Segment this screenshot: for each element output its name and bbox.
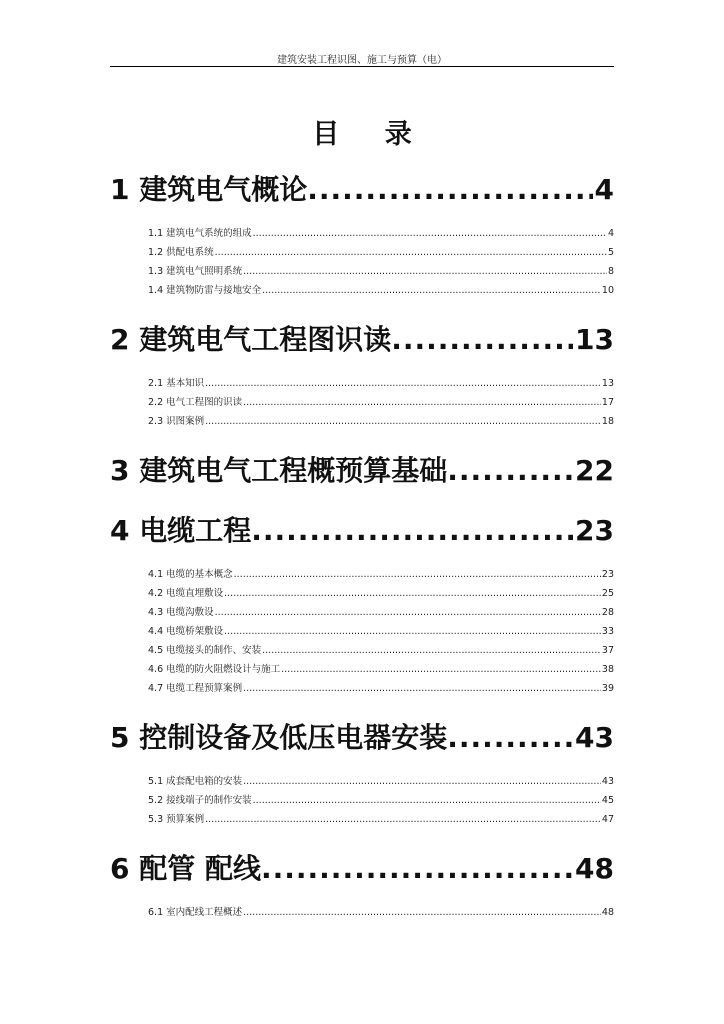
toc-section-page: 39: [601, 683, 614, 694]
toc-section-label: 1.2 供配电系统: [148, 247, 214, 258]
toc-section-page: 13: [601, 378, 614, 389]
dot-leader: [251, 511, 573, 551]
toc-section-label: 4.5 电缆接头的制作、安装: [148, 645, 262, 656]
toc-section-page: 17: [601, 397, 614, 408]
toc-chapter-label: 4 电缆工程: [110, 514, 252, 547]
dot-leader: [447, 718, 573, 758]
toc-chapter-label: 3 建筑电气工程概预算基础: [110, 454, 448, 487]
toc-section-page: 10: [601, 285, 614, 296]
toc-section-page: 43: [601, 776, 614, 787]
toc-chapter-label: 1 建筑电气概论: [110, 173, 308, 206]
toc-section-page: 18: [601, 416, 614, 427]
toc-chapter[interactable]: [110, 451, 614, 491]
toc-section-label: 1.1 建筑电气系统的组成: [148, 228, 252, 239]
dot-leader: [253, 791, 601, 810]
toc-section-page: 38: [601, 664, 614, 675]
toc-section[interactable]: [148, 679, 614, 698]
dot-leader: [243, 262, 607, 281]
toc-section-label: 5.2 接线端子的制作安装: [148, 795, 252, 806]
dot-leader: [205, 810, 601, 829]
toc-section-list: [110, 224, 614, 300]
toc-section[interactable]: [148, 224, 614, 243]
dot-leader: [205, 412, 601, 431]
page-header: 建筑安装工程识图、施工与预算（电）: [277, 55, 447, 66]
toc-section[interactable]: [148, 660, 614, 679]
toc-section-page: 48: [601, 907, 614, 918]
toc-section-label: 2.3 识图案例: [148, 416, 205, 427]
toc-chapter-page: 22: [575, 454, 614, 487]
dot-leader: [243, 679, 601, 698]
toc-section-page: 5: [607, 247, 614, 258]
toc-section[interactable]: [148, 772, 614, 791]
dot-leader: [224, 584, 601, 603]
toc-section-label: 5.3 预算案例: [148, 814, 205, 825]
toc-chapter-label: 5 控制设备及低压电器安装: [110, 721, 448, 754]
toc-section[interactable]: [148, 622, 614, 641]
toc-section[interactable]: [148, 412, 614, 431]
toc-chapter-page: 23: [575, 514, 614, 547]
toc-section-page: 4: [607, 228, 614, 239]
toc-section[interactable]: [148, 243, 614, 262]
toc-section-label: 2.1 基本知识: [148, 378, 205, 389]
toc-chapter[interactable]: [110, 170, 614, 210]
toc-section-page: 33: [601, 626, 614, 637]
toc-chapter[interactable]: [110, 718, 614, 758]
toc-section-label: 4.6 电缆的防火阻燃设计与施工: [148, 664, 281, 675]
toc-chapter[interactable]: [110, 849, 614, 889]
toc-section-label: 1.4 建筑物防雷与接地安全: [148, 285, 262, 296]
toc-section-label: 4.1 电缆的基本概念: [148, 569, 233, 580]
dot-leader: [205, 374, 601, 393]
toc-section[interactable]: [148, 262, 614, 281]
toc-chapter-page: 48: [575, 852, 614, 885]
page-title: 目 录: [312, 119, 430, 150]
toc-section-list: [110, 565, 614, 698]
toc-section[interactable]: [148, 281, 614, 300]
toc-section-page: 8: [607, 266, 614, 277]
toc-chapter-page: 13: [575, 323, 614, 356]
dot-leader: [215, 243, 607, 262]
toc-section-page: 45: [601, 795, 614, 806]
toc-chapter-page: 4: [594, 173, 614, 206]
toc-section[interactable]: [148, 565, 614, 584]
dot-leader: [391, 320, 573, 360]
toc-chapter[interactable]: [110, 511, 614, 551]
header-rule: [110, 66, 614, 67]
toc-chapter-label: 6 配管 配线: [110, 852, 261, 885]
toc-section-list: [110, 374, 614, 431]
toc-section-list: [110, 772, 614, 829]
toc-section-label: 6.1 室内配线工程概述: [148, 907, 243, 918]
toc-section-page: 37: [601, 645, 614, 656]
toc-section[interactable]: [148, 810, 614, 829]
toc-section-label: 4.2 电缆直埋敷设: [148, 588, 224, 599]
toc-chapter-label: 2 建筑电气工程图识读: [110, 323, 392, 356]
toc-section[interactable]: [148, 791, 614, 810]
toc-section-label: 4.4 电缆桥架敷设: [148, 626, 224, 637]
toc-section-label: 4.3 电缆沟敷设: [148, 607, 214, 618]
dot-leader: [262, 641, 601, 660]
toc-section-page: 47: [601, 814, 614, 825]
toc-section[interactable]: [148, 903, 614, 922]
toc-section[interactable]: [148, 393, 614, 412]
toc-section[interactable]: [148, 641, 614, 660]
dot-leader: [281, 660, 601, 679]
dot-leader: [262, 281, 601, 300]
toc-section-page: 28: [601, 607, 614, 618]
toc-section-page: 25: [601, 588, 614, 599]
dot-leader: [243, 393, 601, 412]
toc-section-label: 2.2 电气工程图的识读: [148, 397, 243, 408]
toc-section-label: 1.3 建筑电气照明系统: [148, 266, 243, 277]
dot-leader: [224, 622, 601, 641]
toc-chapter-page: 43: [575, 721, 614, 754]
dot-leader: [307, 170, 592, 210]
toc-section-label: 5.1 成套配电箱的安装: [148, 776, 243, 787]
dot-leader: [253, 224, 607, 243]
toc-section-list: [110, 903, 614, 922]
toc-section[interactable]: [148, 603, 614, 622]
toc-section-label: 4.7 电缆工程预算案例: [148, 683, 243, 694]
table-of-contents: [110, 170, 614, 942]
dot-leader: [215, 603, 601, 622]
toc-section-page: 23: [601, 569, 614, 580]
toc-section[interactable]: [148, 584, 614, 603]
dot-leader: [243, 903, 601, 922]
dot-leader: [447, 451, 573, 491]
toc-chapter[interactable]: [110, 320, 614, 360]
toc-section[interactable]: [148, 374, 614, 393]
dot-leader: [243, 772, 601, 791]
dot-leader: [234, 565, 601, 584]
dot-leader: [261, 849, 573, 889]
